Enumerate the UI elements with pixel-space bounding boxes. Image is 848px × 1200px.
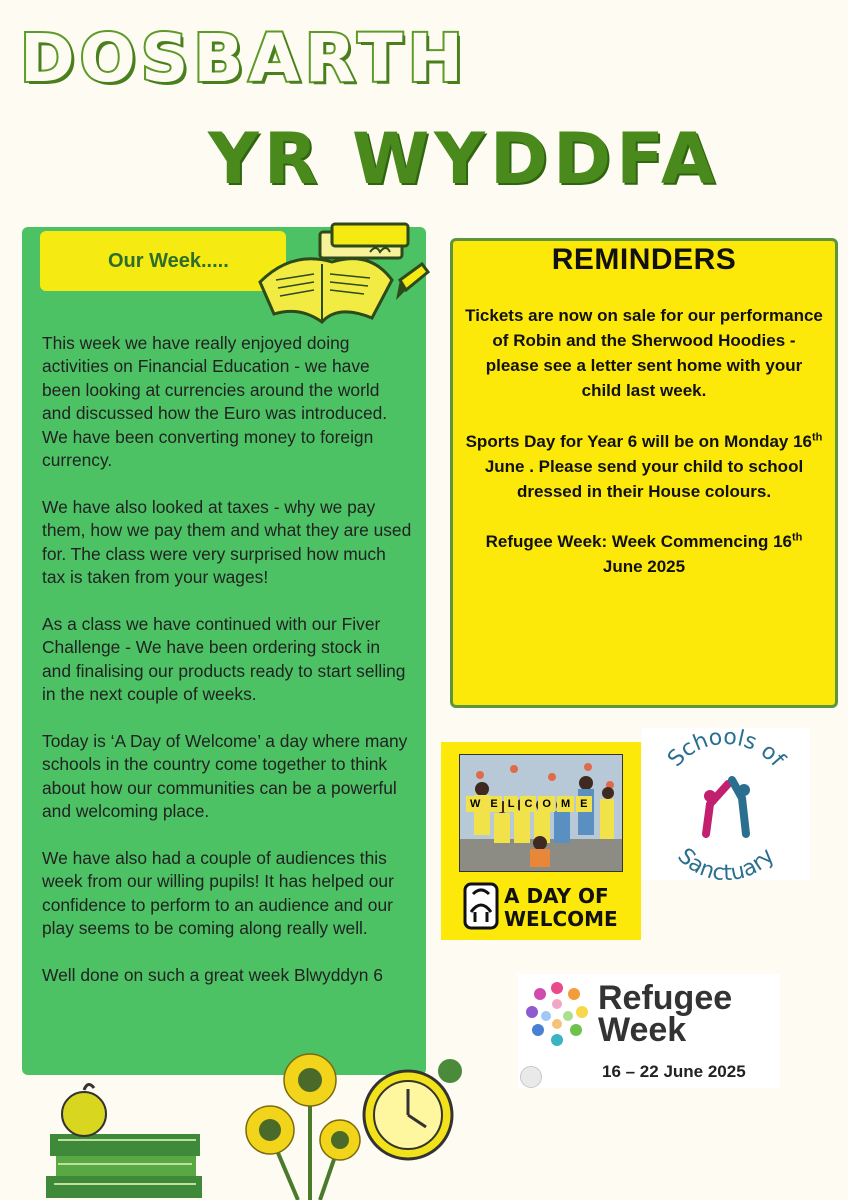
reminder-sports-day: Sports Day for Year 6 will be on Monday 16th June . Please send your child to school dressed in their House colours. xyxy=(465,431,823,501)
our-week-heading: Our Week..... xyxy=(108,250,229,272)
reminders-box xyxy=(450,238,838,708)
reminder-tickets: Tickets are now on sale for our performance of Robin and the Sherwood Hoodies - please see a letter sent home with your child last week. xyxy=(465,306,823,400)
books-pencil-illustration xyxy=(252,222,432,332)
week-paragraph-1: This week we have really enjoyed doing activities on Financial Education - we have been looking at currencies around the world and discussed how the Euro was introduced. We have been converting money to foreign currency. xyxy=(42,333,388,471)
week-paragraph-6: Well done on such a great week Blwyddyn 6 xyxy=(42,964,383,985)
svg-text:Schools of xyxy=(663,728,790,773)
week-paragraph-5: We have also had a couple of audiences this week from our willing pupils! It has helped our confidence to perform to an audience and our play seems to be coming along really well. xyxy=(42,847,394,939)
week-paragraph-3: As a class we have continued with our Fiver Challenge - We have been ordering stock in and finalising our products ready to start selling in the next couple of weeks. xyxy=(42,613,406,705)
refugee-week-dates: 16 – 22 June 2025 xyxy=(602,1062,746,1081)
image-search-icon[interactable] xyxy=(520,1066,542,1088)
schools-of-sanctuary-logo xyxy=(642,728,810,880)
welcome-text: A DAY OF WELCOME xyxy=(504,884,618,931)
hug-icon xyxy=(463,882,499,930)
reminder-refugee-week: Refugee Week: Week Commencing 16th June 2025 xyxy=(485,531,803,576)
title-line-2: YR WYDDFA xyxy=(208,118,721,200)
welcome-sign-letters: W E L C O M E xyxy=(466,796,616,812)
sanctuary-word-bottom: Sanctuary xyxy=(672,843,780,880)
welcome-photo xyxy=(459,754,623,872)
day-of-welcome-badge xyxy=(441,742,641,940)
week-paragraph-4: Today is ‘A Day of Welcome’ a day where many schools in the country come together to think about how our communities can be a powerful and welcoming place. xyxy=(42,730,408,822)
alarm-clock-illustration xyxy=(360,1055,470,1165)
refugee-week-logo xyxy=(518,974,780,1088)
week-paragraph-2: We have also looked at taxes - why we pay them, how we pay them and what they are used for. The class were very surprised how much tax is taken from your wages! xyxy=(42,496,412,588)
sanctuary-word-top: Schools of xyxy=(663,728,790,772)
sunflowers-illustration xyxy=(240,1050,370,1200)
refugee-dots-icon xyxy=(524,980,590,1052)
svg-text:Sanctuary xyxy=(673,844,780,880)
refugee-week-title: Refugee Week xyxy=(598,979,733,1049)
our-week-text xyxy=(42,332,412,987)
books-apple-illustration xyxy=(46,1080,206,1200)
reminders-title: REMINDERS xyxy=(551,243,737,276)
title-line-1: DOSBARTH xyxy=(20,20,468,97)
